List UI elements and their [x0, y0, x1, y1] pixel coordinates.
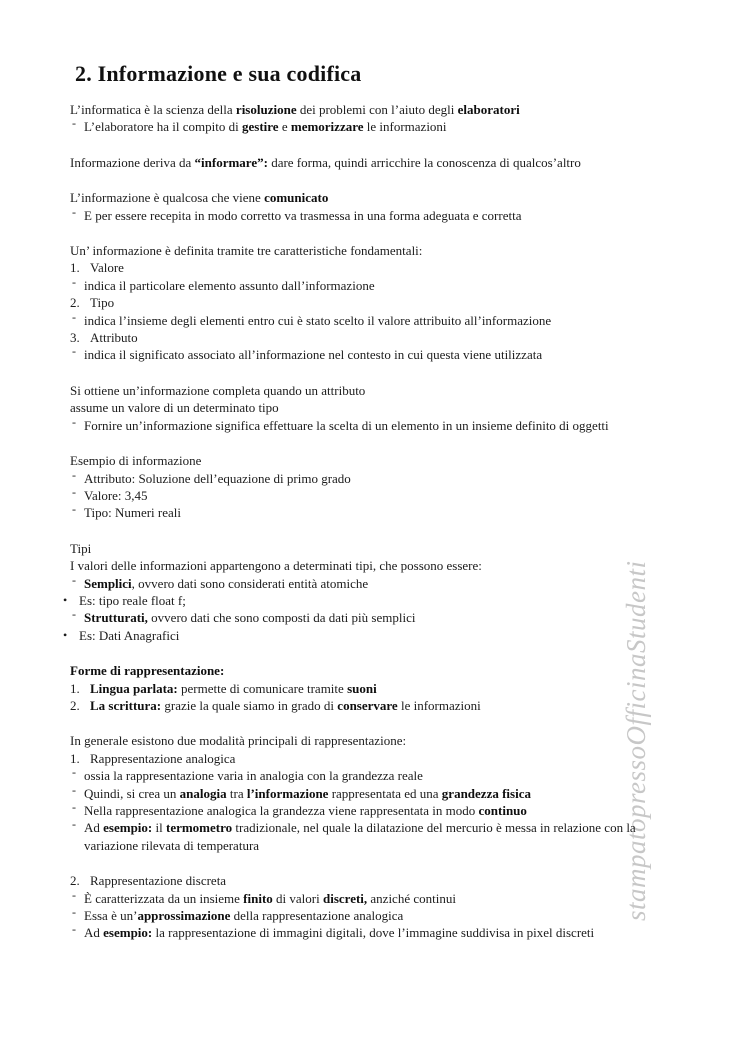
list-number: 2. — [70, 873, 80, 889]
list-number: 3. — [70, 330, 80, 346]
dash-bullet-icon: - — [72, 344, 76, 359]
list-number: 1. — [70, 680, 80, 696]
dash-item — [70, 907, 720, 924]
continuation-line — [70, 837, 720, 854]
numbered-item — [70, 697, 720, 714]
text-line — [70, 189, 720, 206]
bullet-item — [62, 592, 720, 609]
line-text: Attributo — [90, 330, 138, 346]
line-text: Rappresentazione analogica — [90, 750, 236, 766]
dash-bullet-icon: - — [72, 116, 76, 131]
line-text: indica il significato associato all’informazione nel contesto in cui questa viene utilizzata — [84, 347, 543, 363]
page-title: 2. Informazione e sua codifica — [75, 61, 362, 86]
dash-item — [70, 346, 720, 363]
dash-item — [70, 309, 720, 329]
content-block — [70, 382, 720, 434]
dash-bullet-icon: - — [72, 274, 76, 289]
text-line — [70, 452, 720, 469]
bullet-item — [62, 627, 720, 644]
dash-bullet-icon: - — [72, 905, 76, 920]
line-text: Valore — [90, 260, 124, 276]
list-number: 2. — [70, 697, 80, 713]
dash-item — [70, 467, 720, 487]
line-text: Attributo: Soluzione dell’equazione di primo grado — [84, 470, 351, 486]
dash-bullet-icon: - — [72, 572, 76, 587]
content-block — [70, 872, 720, 942]
dash-item — [70, 414, 720, 434]
text-line — [70, 540, 720, 557]
dash-item — [70, 767, 720, 784]
content-block — [70, 189, 720, 224]
content-block — [63, 540, 720, 644]
content-block — [70, 452, 720, 522]
line-text: Ad esempio: il termometro tradizionale, nel quale la dilatazione del mercurio è messa in relazione con la — [84, 820, 636, 836]
line-text: Fornire un’informazione significa effettuare la scelta di un elemento in un insieme definito di oggetti — [84, 417, 609, 433]
content-block — [70, 732, 720, 854]
dash-bullet-icon: - — [72, 922, 76, 937]
line-text: Es: Dati Anagrafici — [79, 627, 180, 643]
text-line — [70, 242, 720, 259]
list-number: 2. — [70, 295, 80, 311]
line-text: La scrittura: grazie la quale siamo in grado di conservare le informazioni — [90, 697, 481, 713]
content-block — [70, 242, 720, 364]
text-line — [70, 154, 720, 171]
line-text: Tipi — [70, 540, 92, 556]
numbered-item — [70, 750, 720, 767]
content-block — [70, 154, 720, 171]
line-text: L’elaboratore ha il compito di gestire e memorizzare le informazioni — [84, 119, 447, 135]
line-text: assume un valore di un determinato tipo — [70, 400, 279, 416]
line-text: E per essere recepita in modo corretto va trasmessa in una forma adeguata e corretta — [84, 207, 522, 223]
line-text: Informazione deriva da “informare”: dare forma, quindi arricchire la conoscenza di qualcos’altro — [70, 154, 581, 170]
line-text: In generale esistono due modalità principali di rappresentazione: — [70, 733, 407, 749]
dash-item — [70, 118, 720, 135]
dot-bullet-icon: • — [63, 627, 68, 642]
line-text: Nella rappresentazione analogica la grandezza viene rappresentata in modo continuo — [84, 803, 527, 818]
dash-bullet-icon: - — [72, 887, 76, 902]
dash-bullet-icon: - — [72, 607, 76, 622]
line-text: Tipo — [90, 295, 115, 311]
line-text: variazione rilevata di temperatura — [84, 837, 260, 853]
dash-item — [70, 782, 720, 802]
line-text: È caratterizzata da un insieme finito di valori discreti, anziché continui — [84, 890, 456, 906]
dash-bullet-icon: - — [72, 484, 76, 499]
dot-bullet-icon: • — [63, 592, 68, 607]
dash-bullet-icon: - — [72, 782, 76, 797]
numbered-item — [70, 294, 720, 311]
dash-bullet-icon: - — [72, 502, 76, 517]
numbered-item — [70, 259, 720, 276]
line-text: L’informazione è qualcosa che viene comunicato — [70, 190, 329, 206]
line-text: Esempio di informazione — [70, 453, 202, 469]
line-text: Rappresentazione discreta — [90, 873, 227, 889]
line-text: L’informatica è la scienza della risoluzione dei problemi con l’aiuto degli elaboratori — [70, 102, 520, 117]
dash-bullet-icon: - — [72, 800, 76, 814]
line-text: Si ottiene un’informazione completa quando un attributo — [70, 382, 366, 398]
list-number: 1. — [70, 750, 80, 766]
dash-item — [70, 572, 720, 592]
content-block — [70, 662, 720, 714]
list-number: 1. — [70, 260, 80, 276]
dash-item — [70, 484, 720, 504]
dash-item — [70, 887, 720, 907]
dash-bullet-icon: - — [72, 204, 76, 219]
dash-bullet-icon: - — [72, 467, 76, 482]
line-text: Essa è un’approssimazione della rappresentazione analogica — [84, 908, 404, 924]
line-text: Ad esempio: la rappresentazione di immagini digitali, dove l’immagine suddivisa in pixel discreti — [84, 925, 595, 941]
text-line — [70, 101, 720, 118]
watermark-text: stampatopressoOfficinaStudenti — [621, 560, 651, 921]
line-text: Quindi, si crea un analogia tra l’informazione rappresentata ed una grandezza fisica — [84, 785, 531, 801]
text-line — [70, 382, 720, 399]
dash-item — [70, 609, 720, 626]
document-body — [63, 101, 720, 942]
numbered-item — [70, 872, 720, 889]
text-line — [70, 557, 720, 574]
dash-bullet-icon: - — [72, 817, 76, 832]
line-text: Es: tipo reale float f; — [79, 592, 186, 608]
line-text: Semplici, ovvero dati sono considerati entità atomiche — [84, 575, 369, 591]
line-text: Strutturati, ovvero dati che sono composti da dati più semplici — [84, 610, 416, 626]
line-text: Tipo: Numeri reali — [84, 505, 182, 521]
dash-bullet-icon: - — [72, 765, 76, 780]
line-text: indica il particolare elemento assunto dall’informazione — [84, 277, 375, 293]
content-block — [70, 101, 720, 136]
dash-item — [70, 802, 720, 819]
line-text: I valori delle informazioni appartengono a determinati tipi, che possono essere: — [70, 558, 482, 574]
line-text: indica l’insieme degli elementi entro cui è stato scelto il valore attribuito all’informazione — [84, 312, 552, 328]
text-line — [70, 399, 720, 416]
numbered-item — [70, 329, 720, 346]
dash-bullet-icon: - — [72, 309, 76, 324]
dash-item — [70, 204, 720, 224]
line-text: Valore: 3,45 — [84, 487, 148, 503]
line-text: ossia la rappresentazione varia in analogia con la grandezza reale — [84, 768, 423, 784]
dash-item — [70, 504, 720, 521]
line-text: Lingua parlata: permette di comunicare tramite suoni — [90, 680, 377, 696]
dash-item — [70, 819, 720, 836]
dash-item — [70, 924, 720, 941]
text-line — [70, 662, 720, 679]
text-line — [70, 732, 720, 749]
line-text: Forme di rappresentazione: — [70, 663, 225, 679]
numbered-item — [70, 680, 720, 697]
dash-bullet-icon: - — [72, 414, 76, 429]
dash-item — [70, 274, 720, 294]
line-text: Un’ informazione è definita tramite tre caratteristiche fondamentali: — [70, 243, 423, 259]
